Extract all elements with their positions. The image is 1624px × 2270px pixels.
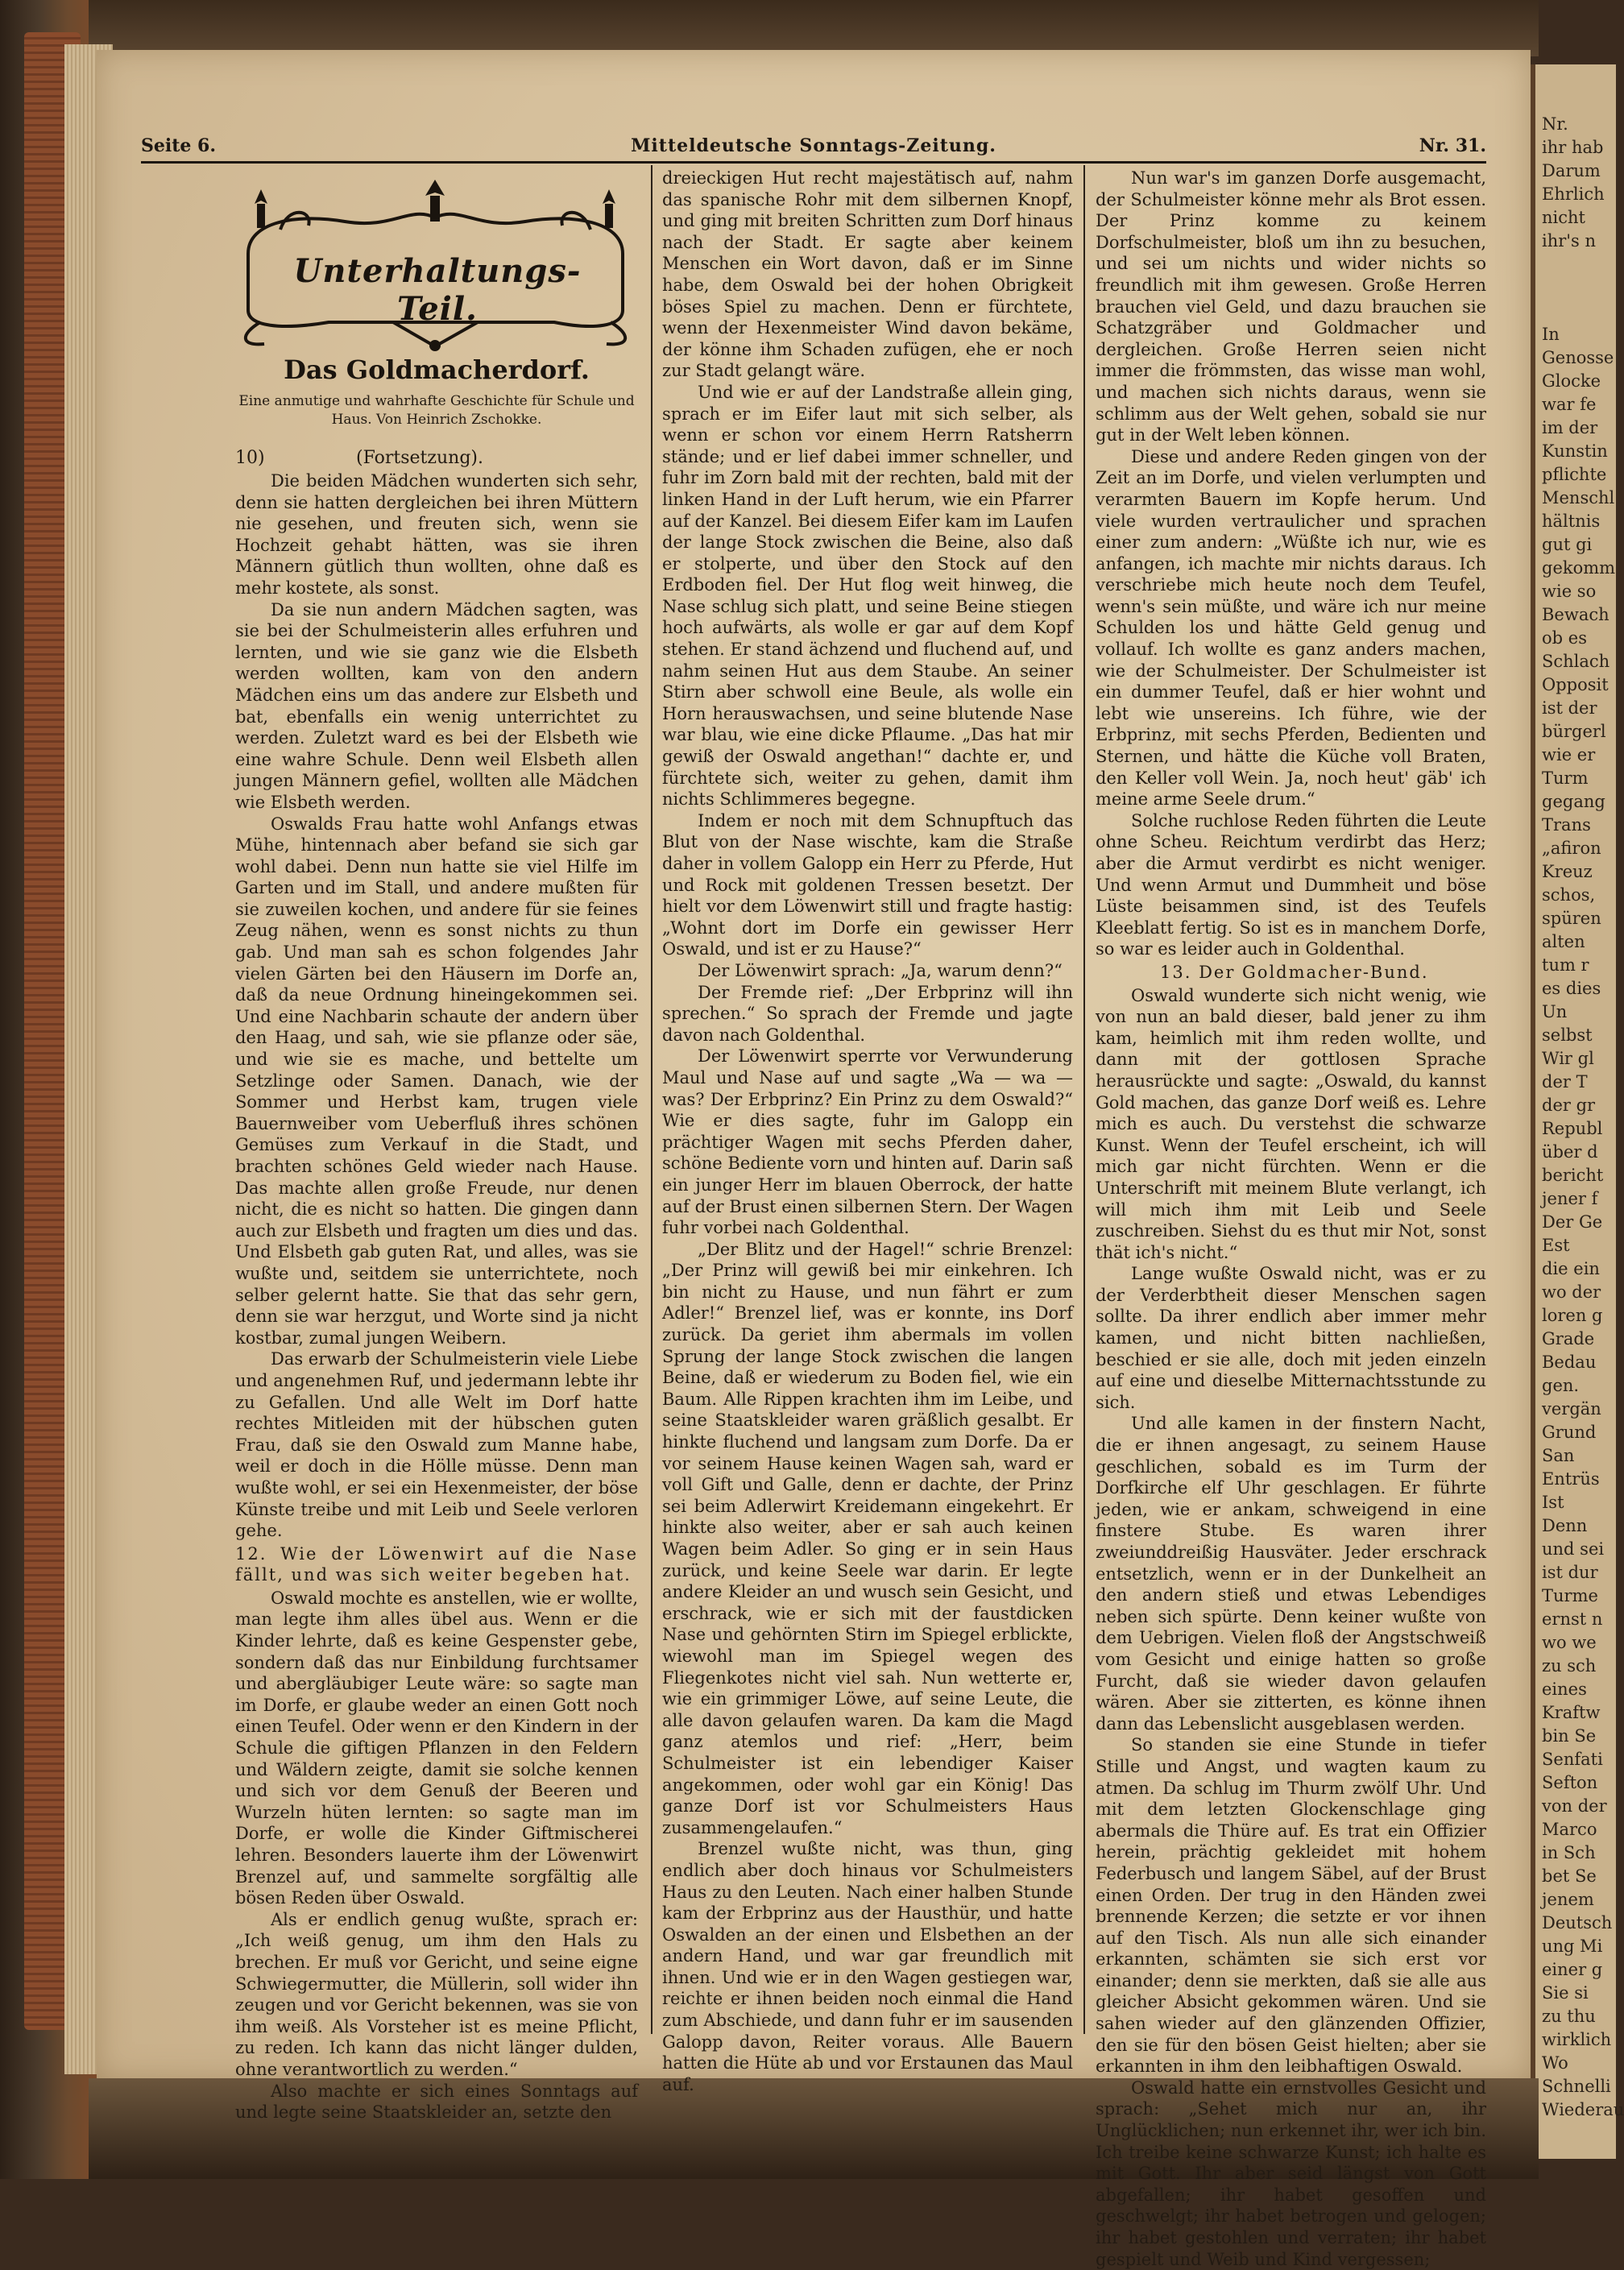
adjacent-page-line: ist dur [1542,1563,1598,1582]
adjacent-page-line: Der Ge [1542,1212,1603,1232]
paragraph: Oswald hatte ein ernstvolles Gesicht und sprach: „Sehet mich nur an, ihr Unglücklichen; nun erkennet ihr, wer ich bin. Ich treibe keine schwarze Kunst; ich halte es mit Gott. Ihr aber seid längst von Gott abgefallen; ihr habet gesoffen und geschwelgt; ihr habet betrogen und gelogen; ihr habet gestohlen und verraten; ihr habet gespielt und Weib und Kind vergessen; [1096,2077,1486,2269]
adjacent-page-line: tum r [1542,955,1589,975]
adjacent-page-line: von der [1542,1796,1607,1816]
adjacent-page-line: der gr [1542,1096,1596,1115]
adjacent-page-line: war fe [1542,395,1597,414]
adjacent-page-line: Turme [1542,1586,1598,1605]
header-rule [141,161,1486,164]
adjacent-page-line: loren g [1542,1306,1603,1325]
adjacent-page-line: schos, [1542,885,1596,905]
paragraph: Als er endlich genug wußte, sprach er: „Ich weiß genug, um ihm den Hals zu brechen. Er muß vor Gericht, und seine eigne Schwiegermutter, die Müllerin, soll wider ihn zeugen und vor Gericht bekennen, was sie von ihm weiß. Als Vorsteher ist es meine Pflicht, zu reden. Ich kann das nicht länger dulden, ohne verantwortlich zu werden.“ [235,1909,638,2079]
adjacent-page-line: Marco [1542,1820,1597,1839]
adjacent-page-line: San [1542,1446,1575,1465]
paragraph: Oswald mochte es anstellen, wie er wollte, man legte ihm alles übel aus. Wenn er die Kinder lehrte, daß es keine Gespenster gebe, sondern daß das nur Einbildung furchtsamer und abergläubiger Leute wäre: so sagte man im Dorfe, er glaube weder an einen Gott noch einen Teufel. Oder wenn er den Kindern in der Schule die giftigen Pflanzen in den Feldern und Wäldern zeigte, damit sie solche kennen und sich vor dem Genuß der Beeren und Wurzeln hüten lernten: so sagte man im Dorfe, er wolle die Kinder Giftmischerei lehren. Besonders lauerte ihm der Löwenwirt Brenzel auf, und sammelte sorgfältig alle bösen Reden über Oswald. [235,1588,638,1908]
paragraph: Das erwarb der Schulmeisterin viele Liebe und angenehmen Ruf, und jedermann lebte ihr zu Gefallen. Und alle Welt im Dorf hatte rechtes Mitleiden mit der hübschen guten Frau, daß sie den Oswald zum Manne habe, weil er doch in die Hölle müsse. Denn man wußte wohl, er sei ein Hexenmeister, der böse Künste treibe und mit Leib und Seele verloren gehe. [235,1349,638,1541]
adjacent-page-line: Grund [1542,1423,1597,1442]
paragraph: Da sie nun andern Mädchen sagten, was sie bei der Schulmeisterin alles erfuhren und lernten, und wie sie ganz wie die Elsbeth werden wollten, kam von den andern Mädchen eins um das andere zur Elsbeth und bat, ebenfalls ein wenig unterrichtet zu werden. Zuletzt ward es bei der Elsbeth wie eine wahre Schule. Denn weil Elsbeth allen jungen Männern gefiel, wollten alle Mädchen wie Elsbeth werden. [235,599,638,812]
newspaper-name: Mitteldeutsche Sonntags-Zeitung. [631,135,996,156]
adjacent-page-line: Ist [1542,1493,1564,1512]
adjacent-page-line: Grade [1542,1329,1595,1348]
adjacent-page-line: und sei [1542,1539,1605,1559]
adjacent-page-line: alten [1542,932,1585,951]
adjacent-page-line: Genosse [1542,348,1614,367]
adjacent-page-line: ob es [1542,628,1587,648]
adjacent-page-text [1535,64,1624,2122]
paragraph: Brenzel wußte nicht, was thun, ging endlich aber doch hinaus vor Schulmeisters Haus zu den Leuten. Nach einer halben Stunde kam der Erbprinz aus der Hausthür, und hatte Oswalden an der einen und Elsbethen an der andern Hand, und war gar freundlich mit ihnen. Und wie er in den Wagen gestiegen war, reichte er ihnen beiden noch einmal die Hand zum Abschiede, und dann fuhr er im sausenden Galopp davon, Reiter voraus. Alle Bauern hatten die Hüte ab und vor Erstaunen das Maul auf. [662,1839,1073,2094]
adjacent-page-line: jener f [1542,1189,1598,1208]
adjacent-page-line: Bewach [1542,605,1610,624]
adjacent-page-line: Menschl [1542,488,1615,507]
adjacent-page-line: Republ [1542,1119,1603,1138]
column-divider-1 [651,165,652,2034]
paragraph: Die beiden Mädchen wunderten sich sehr, denn sie hatten dergleichen bei ihren Müttern nie gesehen, und freuten sich, wenn sie Hochzeit gehabt hätten, was sie ihren Männern gütlich thun wollten, ohne daß es mehr kostete, als sonst. [235,471,638,598]
continuation-label: (Fortsetzung). [356,448,483,468]
adjacent-page-line: Denn [1542,1516,1588,1535]
adjacent-page-line: bericht [1542,1166,1604,1185]
adjacent-page-line: Opposit [1542,675,1609,694]
paragraph: Und wie er auf der Landstraße allein ging, sprach er im Eifer laut mit sich selber, als wenn er schon vor einem Herrn Ratsherrn stände; und er lief dabei immer schneller, und fuhr im Zorn bald mit der rechten, bald mit der linken Hand in der Luft herum, wie ein Pfarrer auf der Kanzel. Bei diesem Eifer kam im Laufen der lange Stock zwischen die Beine, also daß er stolperte, und über den Stock auf den Erdboden fiel. Der Hut flog weit hinweg, die Nase schlug sich platt, und seine Beine stiegen hoch aufwärts, als wolle er gar auf dem Kopf stehen. Er stand ächzend und fluchend auf, und nahm seinen Hut aus dem Staube. An seiner Stirn aber schwoll eine Beule, als wolle ein Horn herauswachsen, und seine blutende Nase war blau, wie eine dicke Pflaume. „Das hat mir gewiß der Oswald angethan!“ dachte er, und fürchtete sich, weiter zu gehen, damit ihm nichts Schlimmeres begegne. [662,382,1073,810]
paragraph: „Der Blitz und der Hagel!“ schrie Brenzel: „Der Prinz will gewiß bei mir einkehren. Ich bin nicht zu Hause, und nun fährt er zum Adler!“ Brenzel lief, was er konnte, ins Dorf zurück. Da geriet ihm abermals im vollen Sprung der lange Stock zwischen die langen Beine, daß er wiederum zu Boden fiel, wie ein Baum. Alle Rippen krachten ihm im Leibe, und seine Staatskleider waren gräßlich gesalbt. Er hinkte fluchend und langsam zum Dorfe. Da er vor seinem Hause keinen Wagen sah, ward er voll Gift und Galle, denn er dachte, der Prinz sei beim Adlerwirt Kreidemann eingekehrt. Er hinkte also weiter, aber er sah auch keinen Wagen beim Adler. So ging er in sein Haus zurück, und keine Seele war darin. Er legte andere Kleider an und wusch sein Gesicht, und erschrack, wie er sich mit der faustdicken Nase und gehörnten Stirn im Spiegel erblickte, wiewohl man im Spiegel wegen des Fliegenkotes nicht viel sah. Nun wetterte er, wie ein grimmiger Löwe, auf seine Leute, die alle davon gelaufen waren. Da kam die Magd ganz atemlos und rief: „Herr, beim Schulmeister ist ein lebendiger Kaiser angekommen, oder wohl gar ein König! Das ganze Dorf ist vor Schulmeisters Haus zusammengelaufen.“ [662,1239,1073,1837]
adjacent-page-line: nicht [1542,208,1585,227]
adjacent-page-line: Wir gl [1542,1049,1594,1068]
adjacent-page-line: ung Mi [1542,1937,1603,1956]
adjacent-page-line: einer g [1542,1960,1603,1979]
adjacent-page-line: Sefton [1542,1773,1598,1792]
adjacent-page-line: gen. [1542,1376,1580,1395]
adjacent-page-line: Deutsch [1542,1913,1613,1932]
column-3 [1096,168,1486,2270]
column-divider-2 [1083,165,1085,2034]
adjacent-page-line: Un [1542,1002,1568,1021]
adjacent-page-line [1542,253,1616,276]
adjacent-page-line: Entrüs [1542,1469,1600,1489]
paragraph: Also machte er sich eines Sonntags auf und legte seine Staatskleider an, setzte den [235,2081,638,2123]
adjacent-page-line: vergän [1542,1399,1601,1419]
paragraph: So standen sie eine Stunde in tiefer Stille und Angst, und wagten kaum zu atmen. Da schlug im Thurm zwölf Uhr. Und mit dem letzten Glockenschlage ging abermals die Thüre auf. Es trat ein Offizier herein, prächtig gekleidet mit hohem Federbusch und langem Säbel, auf der Brust einen Orden. Der trug in den Händen zwei brennende Kerzen; die setzte er vor ihnen auf den Tisch. Als nun alle sich einander erkannten, schämten sie sich erst vor einander; denn sie merkten, daß sie alle aus gleicher Absicht gekommen wären. Und sie sahen wieder auf den glänzenden Offizier, den sie für den bösen Geist hielten; aber sie erkannten in ihm den leibhaftigen Oswald. [1096,1735,1486,2077]
adjacent-page-line: im der [1542,418,1598,437]
adjacent-page-line: wie so [1542,582,1597,601]
adjacent-page-line: „afiron [1542,839,1601,858]
adjacent-page-line: Est [1542,1236,1570,1255]
chapter-heading: 13. Der Goldmacher-Bund. [1160,962,1429,982]
paragraph: Oswald wunderte sich nicht wenig, wie von nun an bald dieser, bald jener zu ihm kam, heimlich mit ihm reden wollte, und dann mit der gottlosen Sprache herausrückte und sagte: „Oswald, du kannst Gold machen, das ganze Dorf weiß es. Lehre mich es auch. Du verstehst die schwarze Kunst. Wenn der Teufel erscheint, ich will mich gar nicht fürchten. Wenn er die Unterschrift mit meinem Blute verlangt, ich will mich ihm mit Leib und Seele zuschreiben. Siehst du es thut mir Not, sonst thät ich's nicht.“ [1096,985,1486,1262]
column-2 [662,168,1073,2095]
paragraph: Lange wußte Oswald nicht, was er zu der Verderbtheit dieser Menschen sagen sollte. Da ihrer endlich aber immer mehr kamen, und nicht bitten nachließen, beschied er sie alle, doch mit jeden einzeln auf eine und dieselbe Mitternachtsstunde zu sich. [1096,1264,1486,1412]
chapter-heading: 12. Wie der Löwenwirt auf die Nase fällt, und was sich weiter begeben hat. [235,1543,638,1585]
adjacent-page-line: Schnelli [1542,2077,1611,2096]
adjacent-page-line: bürgerl [1542,722,1606,741]
adjacent-page-line: spüren [1542,909,1601,928]
adjacent-page-line: Glocke [1542,371,1601,391]
adjacent-page-line: Ehrlich [1542,184,1605,204]
adjacent-page-line: wo der [1542,1282,1601,1302]
paragraph: Oswalds Frau hatte wohl Anfangs etwas Mühe, hintennach aber befand sie sich gar wohl dabei. Denn nun hatte sie viel Hilfe im Garten und im Stall, und andere mußten für sie zuweilen kochen, und andere für sie feines Zeug nähen, wenn es sonst nichts zu thun gab. Und man sah es schon folgendes Jahr vielen Gärten bei den Häusern im Dorfe an, daß da neue Ordnung hineingekommen sei. Und eine Nachbarin schaute der andern über den Haag, und sah, wie sie pflanze oder säe, und wie sie es mache, und bettelte um Setzlinge oder Samen. Danach, wie der Sommer und Herbst kam, trugen viele Bauernweiber vom Ueberfluß ihres schönen Gemüses zum Verkauf in die Stadt, und brachten schönes Geld wieder nach Hause. Das machte allen große Freude, nur denen nicht, die es nicht so hatten. Die gingen dann auch zur Elsbeth und fragten um dies und das. Und Elsbeth gab guten Rat, und alles, was sie wußte und, seitdem sie unterrichtete, noch selber gelernt hatte. Sie that das sehr gern, denn sie war herzgut, und Worte sind ja nicht kostbar, zumal jungen Weibern. [235,814,638,1348]
adjacent-page-line: ihr hab [1542,138,1604,157]
adjacent-page-line: jenem [1542,1890,1594,1909]
column-1 [235,470,638,2123]
adjacent-page-line: Wiederau [1542,2100,1624,2119]
paragraph: Und alle kamen in der finstern Nacht, die er ihnen angesagt, zu seinem Hause geschlichen, sobald es im Turm der Dorfkirche elf Uhr geschlagen. Er führte jeden, wie er ankam, schweigend in eine finstere Stube. Es waren ihrer zweiunddreißig Hausväter. Jeder erschrack entsetzlich, wenn er in der Dunkelheit an den andern stieß und etwas Lebendiges neben sich spürte. Denn keiner wußte von dem Uebrigen. Vielen floß der Angstschweiß vom Gesicht und einige hatten so große Furcht, daß sie wieder davon gelaufen wären. Aber sie zitterten, es könne ihnen dann das Lebenslicht ausgeblasen werden. [1096,1414,1486,1734]
adjacent-page-line: Bedau [1542,1352,1597,1372]
paragraph: Der Fremde rief: „Der Erbprinz will ihn sprechen.“ So sprach der Fremde und jagte davon nach Goldenthal. [662,982,1073,1045]
adjacent-page-line [1542,276,1616,300]
installment-number: 10) [235,448,265,468]
adjacent-page-line: bet Se [1542,1866,1597,1886]
adjacent-page-line: Schlach [1542,652,1610,671]
adjacent-page-line: Turm [1542,768,1589,788]
adjacent-page-line: gegang [1542,792,1605,811]
section-title: Unterhaltungs-Teil. [293,252,582,328]
adjacent-page-line: der T [1542,1072,1588,1092]
adjacent-page-line: selbst [1542,1025,1593,1045]
adjacent-page-line: ist der [1542,698,1597,718]
adjacent-page-line: ihr's n [1542,231,1597,251]
paragraph: Solche ruchlose Reden führten die Leute ohne Scheu. Reichtum verdirbt das Herz; aber die Armut verdirbt es nicht weniger. Und wenn Armut und Dummheit und böse Lüste beisammen sind, ist des Teufels Kleeblatt fertig. So ist es in manchem Dorfe, so war es leider auch in Goldenthal. [1096,810,1486,959]
paragraph: Der Löwenwirt sperrte vor Verwunderung Maul und Nase auf und sagte „Wa — wa — was? Der Erbprinz? Ein Prinz zu dem Oswald?“ Wie er dies sagte, fuhr im Galopp ein prächtiger Wagen mit sechs Pferden daher, schöne Bediente vorn und hinten auf. Darin saß ein junger Herr im blauen Oberrock, der hatte auf der Brust einen silbernen Stern. Der Wagen fuhr vorbei nach Goldenthal. [662,1046,1073,1238]
adjacent-page-line: wo we [1542,1633,1597,1652]
adjacent-page-line: wie er [1542,745,1596,764]
adjacent-page-line: bin Se [1542,1726,1597,1746]
adjacent-page-line: es dies [1542,979,1601,998]
adjacent-page-line: Darum [1542,161,1601,180]
story-subtitle: Eine anmutige und wahrhafte Geschichte für Schule und Haus. Von Heinrich Zschokke. [238,393,635,428]
adjacent-page-line: Senfati [1542,1750,1603,1769]
adjacent-page-line: pflichte [1542,465,1607,484]
adjacent-page-line: gut gi [1542,535,1593,554]
adjacent-page [1531,64,1624,2159]
adjacent-page-line: Nr. [1542,114,1568,134]
adjacent-page-line: wirklich [1542,2030,1612,2049]
adjacent-page-line: Trans [1542,815,1591,835]
adjacent-page-line: die ein [1542,1259,1600,1278]
adjacent-page-line: In [1542,325,1560,344]
adjacent-page-line: Kreuz [1542,862,1593,881]
adjacent-page-line: zu thu [1542,2007,1596,2026]
adjacent-page-line: Kraftw [1542,1703,1601,1722]
section-banner [232,173,639,354]
adjacent-page-line: eines [1542,1680,1587,1699]
adjacent-page-line: Wo [1542,2053,1568,2073]
story-title: Das Goldmacherdorf. [284,354,590,385]
top-shadow [89,0,1539,56]
issue-number: Nr. 31. [1419,135,1486,156]
adjacent-page-line: über d [1542,1142,1598,1162]
paragraph: Der Löwenwirt sprach: „Ja, warum denn?“ [698,960,1063,980]
adjacent-page-line: gekomm [1542,558,1616,578]
adjacent-page-line: Sie si [1542,1983,1589,2003]
adjacent-page-line: zu sch [1542,1656,1597,1676]
paragraph: Diese und andere Reden gingen von der Zeit an im Dorfe, und vielen verlumpten und verarmten Bauern im Kopfe herum. Und viele wurden vertraulicher und sprachen einer zum andern: „Wüßte ich nur, wie es anfangen, ich machte mir nichts daraus. Ich verschriebe mich heute noch dem Teufel, wenn's sein müßte, und wäre ich nur meine Schulden los und hätte Geld genug und vollauf. Ich wollte es ganz anders machen, wie der Schulmeister. Der Schulmeister ist ein dummer Teufel, daß er hier wohnt und lebt wie unsereins. Ich führe, wie der Erbprinz, mit sechs Pferden, Bedienten und Sternen, und hätte die Küche voll Braten, den Keller voll Wein. Ja, noch heut' gäb' ich meine arme Seele drum.“ [1096,446,1486,810]
paragraph: Nun war's im ganzen Dorfe ausgemacht, der Schulmeister könne mehr als Brot essen. Der Prinz komme zu keinem Dorfschulmeister, bloß um ihn zu besuchen, und sei um nichts und wider nichts so freundlich mit ihm gewesen. Große Herren brauchen viel Geld, und dazu brauchen sie Schatzgräber und Goldmacher und dergleichen. Große Herren seien nicht immer die frömmsten, das wisse man wohl, und machen sich nichts daraus, wenn sie schlimm aus der Welt gehen, sobald sie nur gut in der Welt leben können. [1096,168,1486,445]
adjacent-page-line: ernst n [1542,1609,1603,1629]
paragraph: Indem er noch mit dem Schnupftuch das Blut von der Nase wischte, kam die Straße daher in vollem Galopp ein Herr zu Pferde, Hut und Rock mit goldenen Tressen besetzt. Der hielt vor dem Löwenwirt still und fragte hastig: „Wohnt dort im Dorfe ein gewisser Herr Oswald, und ist er zu Hause?“ [662,810,1073,959]
page-number: Seite 6. [141,135,217,156]
page-header [141,135,1486,164]
paragraph: dreieckigen Hut recht majestätisch auf, nahm das spanische Rohr mit dem silbernen Knopf, und ging mit breiten Schritten zum Dorf hinaus nach der Stadt. Er sagte aber keinem Menschen ein Wort davon, daß er im Sinne habe, dem Oswald bei der hohen Obrigkeit böses Spiel zu machen. Denn er fürchtete, wenn der Hexenmeister Wind davon bekäme, der könne ihm Schaden zufügen, ehe er noch zur Stadt gelangt wäre. [662,168,1073,381]
adjacent-page-line: Kunstin [1542,441,1608,461]
adjacent-page-line [1542,300,1616,323]
adjacent-page-line: in Sch [1542,1843,1596,1862]
adjacent-page-line: hältnis [1542,512,1601,531]
